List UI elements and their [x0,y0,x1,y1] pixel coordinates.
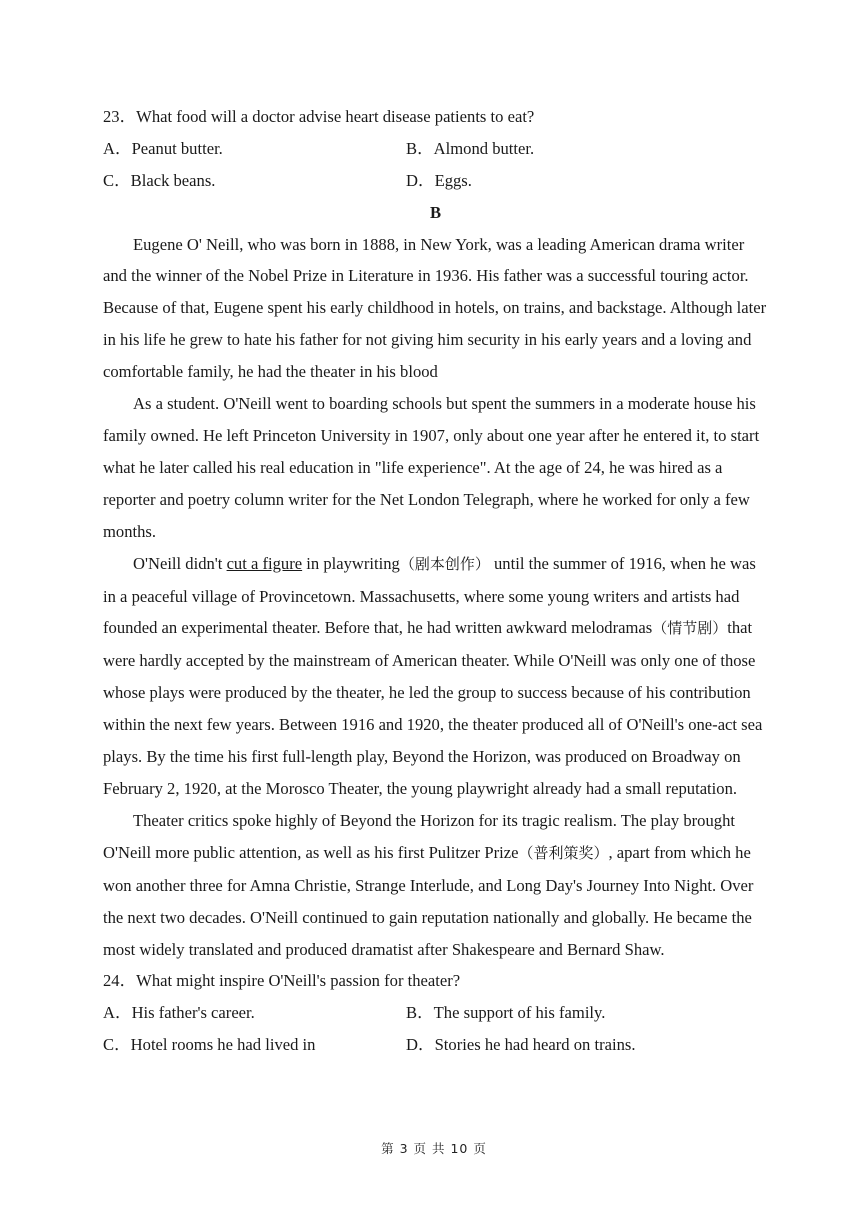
question-24-option-a: A．His father's career. [103,1003,255,1023]
chinese-gloss-melodramas: （情节剧） [652,619,728,638]
question-23-option-a: A．Peanut butter. [103,138,223,158]
paragraph-4-text-end: , apart from which he won another three for Amna Christie, Strange Interlude, and Long Day's Journey Into Night. Over the next two decades. O'Neill continued to gain reputation nationally and globally. He became the most widely translated and produced dramatist after Shakespeare and Bernard Shaw. [103,842,754,959]
chinese-gloss-playwriting: （剧本创作） [399,554,490,573]
page-content [103,101,768,1061]
passage-paragraph-3 [103,548,768,805]
paragraph-3-text-start: O'Neill didn't [133,553,227,573]
passage-paragraph-1: Eugene O' Neill, who was born in 1888, in New York, was a leading American drama writer and the winner of the Nobel Prize in Literature in 1936. His father was a successful touring actor. Because of that, Eugene spent his early childhood in hotels, on trains, and backstage. Although later in his life he grew to hate his father for not giving him security in his early years and a loving and comfortable family, he had the theater in his blood [103,234,767,382]
question-24-option-b: B．The support of his family. [406,1003,606,1023]
question-24-stem: 24．What might inspire O'Neill's passion for theater? [103,971,461,991]
question-23-option-b: B．Almond butter. [406,138,535,158]
question-23-option-c: C．Black beans. [103,170,216,190]
underlined-phrase: cut a figure [226,553,303,573]
passage-paragraph-2: As a student. O'Neill went to boarding schools but spent the summers in a moderate house his family owned. He left Princeton University in 1907, only about one year after he entered it, to start what he later called his real education in "life experience". At the age of 24, he was hired as a reporter and poetry column writer for the Net London Telegraph, where he worked for only a few months. [103,394,760,541]
question-23-option-d: D．Eggs. [406,170,472,190]
page-number-footer: 第 3 页 共 10 页 [381,1141,487,1156]
paragraph-3-text-continued: until the summer of 1916, when he was in a peaceful village of Provincetown. Massachusetts, where some young writers and artists had founded an experimental theater. Before that, he had written awkward melodramas [103,553,756,638]
chinese-gloss-pulitzer: （普利策奖） [518,843,609,862]
question-23-options-row-1 [103,133,768,165]
question-23-options-row-2 [103,165,768,197]
passage-paragraph-4 [103,805,768,966]
question-24-options-row-2 [103,1029,768,1061]
question-24-option-d: D．Stories he had heard on trains. [406,1035,636,1055]
paragraph-3-text-mid: in playwriting [302,553,400,573]
question-24-option-c: C．Hotel rooms he had lived in [103,1035,316,1055]
question-24-options-row-1 [103,997,768,1029]
paragraph-4-text-start: Theater critics spoke highly of Beyond the Horizon for its tragic realism. The play brought O'Neill more public attention, as well as his first Pulitzer Prize [103,810,735,862]
question-23-stem: 23．What food will a doctor advise heart disease patients to eat? [103,107,535,126]
section-b-heading: B [429,202,442,222]
paragraph-3-text-end: that were hardly accepted by the mainstream of American theater. While O'Neill was only one of those whose plays were produced by the theater, he led the group to success because of his contribution within the next few years. Between 1916 and 1920, the theater produced all of O'Neill's one-act sea plays. By the time his first full-length play, Beyond the Horizon, was produced on Broadway on February 2, 1920, at the Morosco Theater, the young playwright already had a small reputation. [103,618,763,798]
